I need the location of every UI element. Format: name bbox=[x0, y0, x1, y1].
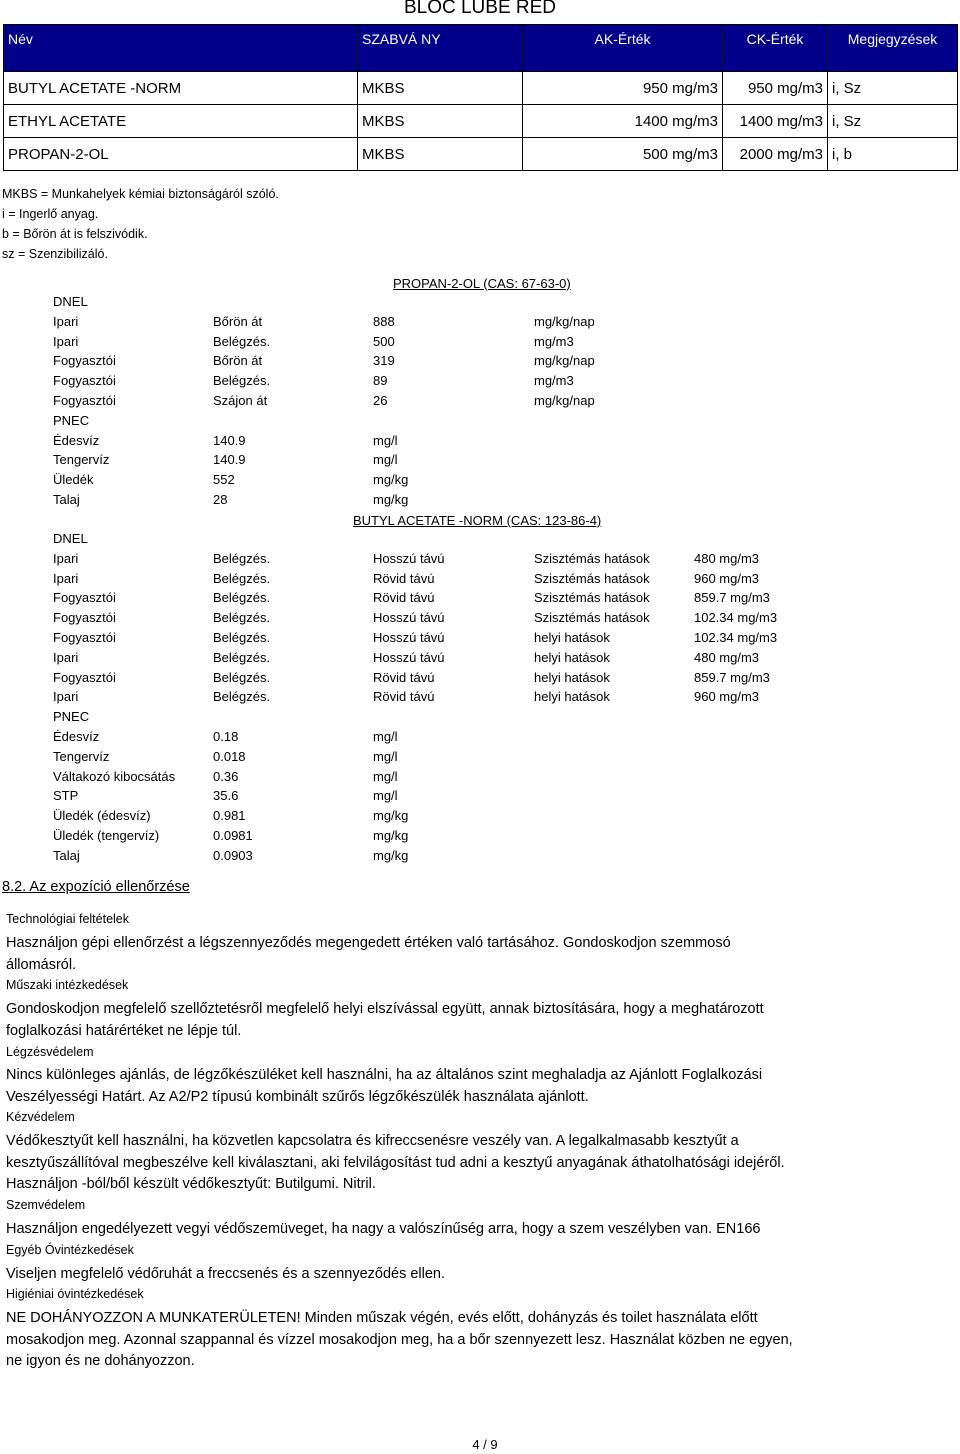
legend-line: MKBS = Munkahelyek kémiai biztonságáról szóló. bbox=[2, 187, 279, 201]
text-line: Viseljen megfelelő védőruhát a freccsenés és a szennyeződés ellen. bbox=[6, 1266, 446, 1282]
cell: mg/l bbox=[373, 728, 398, 744]
cell: Fogyasztói bbox=[53, 590, 116, 606]
cell: Fogyasztói bbox=[53, 610, 116, 626]
text-line: Nincs különleges ajánlás, de légzőkészüléket kell használni, ha az általános szint meghaladja az Ajánlott Foglalkozási bbox=[6, 1067, 763, 1083]
cell: 140.9 bbox=[213, 452, 246, 468]
cell: mg/l bbox=[373, 768, 398, 784]
cell: Bőrön át bbox=[213, 313, 263, 329]
section-text bbox=[6, 1065, 906, 1108]
cell: mg/kg bbox=[373, 491, 409, 507]
table-row bbox=[4, 105, 958, 138]
cell: mg/l bbox=[373, 432, 398, 448]
cell-note: i, Sz bbox=[828, 105, 958, 138]
cell: Fogyasztói bbox=[53, 373, 116, 389]
cell: mg/kg bbox=[373, 808, 409, 824]
section-heading: Egyéb Óvintézkedések bbox=[6, 1243, 134, 1257]
cell-standard: MKBS bbox=[358, 138, 523, 171]
cell: Hosszú távú bbox=[373, 649, 445, 665]
cell: Ipari bbox=[53, 570, 79, 586]
cell: Édesvíz bbox=[53, 432, 100, 448]
cell: Rövid távú bbox=[373, 570, 435, 586]
section-heading: Szemvédelem bbox=[6, 1198, 86, 1212]
cell: Szisztémás hatások bbox=[534, 550, 650, 566]
butyl-acetate-title: BUTYL ACETATE -NORM (CAS: 123-86-4) bbox=[353, 513, 602, 528]
cell: helyi hatások bbox=[534, 669, 610, 685]
section-text bbox=[6, 1219, 906, 1241]
cell: 960 mg/m3 bbox=[694, 689, 760, 705]
cell: helyi hatások bbox=[534, 689, 610, 705]
cell: Belégzés. bbox=[213, 629, 271, 645]
cell: Belégzés. bbox=[213, 610, 271, 626]
cell: Ipari bbox=[53, 333, 79, 349]
cell: 0.0903 bbox=[213, 847, 253, 863]
section-heading: Higiéniai óvintézkedések bbox=[6, 1287, 144, 1301]
text-line: NE DOHÁNYOZZON A MUNKATERÜLETEN! Minden műszak végén, evés előtt, dohányzás és toilet használata előtt bbox=[6, 1310, 758, 1326]
cell: Fogyasztói bbox=[53, 392, 116, 408]
cell: mg/l bbox=[373, 788, 398, 804]
cell: helyi hatások bbox=[534, 649, 610, 665]
cell-ak: 1400 mg/m3 bbox=[523, 105, 723, 138]
cell: Rövid távú bbox=[373, 590, 435, 606]
section-text bbox=[6, 999, 906, 1042]
cell: Üledék bbox=[53, 472, 94, 488]
text-line: Használjon gépi ellenőrzést a légszennyeződés megengedett értéken való tartásához. Gondoskodjon szemmosó bbox=[6, 935, 731, 951]
cell: Belégzés. bbox=[213, 669, 271, 685]
cell-ck: 950 mg/m3 bbox=[723, 72, 828, 105]
cell: 28 bbox=[213, 491, 228, 507]
section-text bbox=[6, 1308, 906, 1373]
cell: mg/m3 bbox=[534, 333, 574, 349]
cell-standard: MKBS bbox=[358, 105, 523, 138]
legend-line: b = Bőrön át is felszivódik. bbox=[2, 227, 148, 241]
cell: 859.7 mg/m3 bbox=[694, 590, 770, 606]
cell: Belégzés. bbox=[213, 550, 271, 566]
cell: Szisztémás hatások bbox=[534, 610, 650, 626]
chapter-heading: 8.2. Az expozíció ellenőrzése bbox=[2, 879, 190, 895]
cell: 319 bbox=[373, 353, 395, 369]
text-line: állomásról. bbox=[6, 956, 77, 973]
cell: Talaj bbox=[53, 491, 80, 507]
cell: Rövid távú bbox=[373, 689, 435, 705]
text-line: ne igyon és ne dohányozzon. bbox=[6, 1353, 195, 1369]
page-number: 4 / 9 bbox=[472, 1437, 498, 1452]
cell: 140.9 bbox=[213, 432, 246, 448]
cell: Ipari bbox=[53, 649, 79, 665]
cell: 0.36 bbox=[213, 768, 239, 784]
header-standard: SZABVÁ NY bbox=[358, 25, 523, 72]
cell: Tengervíz bbox=[53, 748, 110, 764]
pnec-label: PNEC bbox=[53, 412, 90, 428]
text-line: Gondoskodjon megfelelő szellőztetésről megfelelő helyi elszívással együtt, annak biztosítására, hogy a meghatározott bbox=[6, 1001, 764, 1017]
propanol-title: PROPAN-2-OL (CAS: 67-63-0) bbox=[393, 276, 571, 291]
cell: 0.0981 bbox=[213, 827, 253, 843]
cell: Fogyasztói bbox=[53, 629, 116, 645]
cell: Fogyasztói bbox=[53, 669, 116, 685]
text-line: mosakodjon meg. Azonnal szappannal és vízzel mosakodjon meg, ha a bőr szennyezett lesz. Használat közben ne egyen, bbox=[6, 1331, 793, 1348]
cell: Belégzés. bbox=[213, 570, 271, 586]
cell: Belégzés. bbox=[213, 689, 271, 705]
cell-note: i, Sz bbox=[828, 72, 958, 105]
cell: mg/m3 bbox=[534, 373, 574, 389]
cell: Édesvíz bbox=[53, 728, 100, 744]
legend-line: sz = Szenzibilizáló. bbox=[2, 247, 108, 261]
cell: Belégzés. bbox=[213, 590, 271, 606]
cell: mg/kg bbox=[373, 472, 409, 488]
cell: mg/l bbox=[373, 748, 398, 764]
text-line: Használjon -ból/ből készült védőkesztyűt: Butilgumi. Nitril. bbox=[6, 1176, 376, 1192]
cell: Belégzés. bbox=[213, 333, 271, 349]
cell-name: ETHYL ACETATE bbox=[4, 105, 358, 138]
cell: 960 mg/m3 bbox=[694, 570, 760, 586]
cell: 0.018 bbox=[213, 748, 246, 764]
cell: Üledék (tengervíz) bbox=[53, 827, 160, 843]
cell: 888 bbox=[373, 313, 395, 329]
cell: Bőrön át bbox=[213, 353, 263, 369]
cell-name: BUTYL ACETATE -NORM bbox=[4, 72, 358, 105]
cell: mg/l bbox=[373, 452, 398, 468]
cell-ck: 2000 mg/m3 bbox=[723, 138, 828, 171]
abbreviation-legend bbox=[2, 184, 279, 264]
section-heading: Légzésvédelem bbox=[6, 1045, 94, 1059]
section-heading: Kézvédelem bbox=[6, 1110, 75, 1124]
cell-standard: MKBS bbox=[358, 72, 523, 105]
text-line: Használjon engedélyezett vegyi védőszemüveget, ha nagy a valószínűség arra, hogy a szem veszélyben van. EN166 bbox=[6, 1221, 761, 1237]
section-heading: Technológiai feltételek bbox=[6, 912, 129, 926]
cell: Szisztémás hatások bbox=[534, 570, 650, 586]
cell: Belégzés. bbox=[213, 373, 271, 389]
header-name: Név bbox=[4, 25, 358, 72]
cell: Ipari bbox=[53, 550, 79, 566]
document-title: BLOC LUBE RED bbox=[403, 0, 557, 18]
cell-ak: 500 mg/m3 bbox=[523, 138, 723, 171]
section-text bbox=[6, 933, 906, 976]
cell: 859.7 mg/m3 bbox=[694, 669, 770, 685]
cell: Szájon át bbox=[213, 392, 268, 408]
dnel-label: DNEL bbox=[53, 531, 88, 546]
cell: 480 mg/m3 bbox=[694, 649, 760, 665]
cell: Váltakozó kibocsátás bbox=[53, 768, 176, 784]
cell: 35.6 bbox=[213, 788, 239, 804]
pnec-label: PNEC bbox=[53, 709, 90, 725]
dnel-label: DNEL bbox=[53, 294, 88, 309]
exposure-limits-table bbox=[3, 24, 958, 171]
text-line: Védőkesztyűt kell használni, ha közvetlen kapcsolatra és kifreccsenésre veszély van. A legalkalmasabb kesztyűt a bbox=[6, 1133, 739, 1149]
cell: 26 bbox=[373, 392, 388, 408]
table-row bbox=[4, 72, 958, 105]
cell: 500 bbox=[373, 333, 395, 349]
header-ck-value: CK-Érték bbox=[723, 25, 828, 72]
text-line: foglalkozási határértéket ne lépje túl. bbox=[6, 1022, 242, 1039]
cell: Tengervíz bbox=[53, 452, 110, 468]
cell: mg/kg bbox=[373, 847, 409, 863]
cell: mg/kg bbox=[373, 827, 409, 843]
cell: Szisztémás hatások bbox=[534, 590, 650, 606]
cell: Ipari bbox=[53, 689, 79, 705]
cell: 102.34 mg/m3 bbox=[694, 610, 778, 626]
cell: Belégzés. bbox=[213, 649, 271, 665]
cell: STP bbox=[53, 788, 79, 804]
cell-ak: 950 mg/m3 bbox=[523, 72, 723, 105]
cell-note: i, b bbox=[828, 138, 958, 171]
cell: mg/kg/nap bbox=[534, 353, 595, 369]
text-line: kesztyűszállítóval megbeszélve kell kiválasztani, aki felvilágosítást tud adni a kesztyű anyagának áthatolhatósági idejéről. bbox=[6, 1154, 785, 1171]
cell-name: PROPAN-2-OL bbox=[4, 138, 358, 171]
cell: Hosszú távú bbox=[373, 629, 445, 645]
cell: Rövid távú bbox=[373, 669, 435, 685]
cell: 102.34 mg/m3 bbox=[694, 629, 778, 645]
header-ak-value: AK-Érték bbox=[523, 25, 723, 72]
cell: 0.981 bbox=[213, 808, 246, 824]
table-row bbox=[4, 138, 958, 171]
cell: Fogyasztói bbox=[53, 353, 116, 369]
section-text bbox=[6, 1264, 906, 1286]
cell: Hosszú távú bbox=[373, 610, 445, 626]
header-notes: Megjegyzések bbox=[828, 25, 958, 72]
text-line: Veszélyességi Határt. Az A2/P2 típusú kombinált szűrős légzőkészülék használata ajánlott. bbox=[6, 1088, 589, 1105]
cell: Ipari bbox=[53, 313, 79, 329]
cell: Hosszú távú bbox=[373, 550, 445, 566]
legend-line: i = Ingerlő anyag. bbox=[2, 207, 99, 221]
cell: mg/kg/nap bbox=[534, 313, 595, 329]
cell: helyi hatások bbox=[534, 629, 610, 645]
section-heading: Műszaki intézkedések bbox=[6, 978, 129, 992]
cell: 480 mg/m3 bbox=[694, 550, 760, 566]
cell: 552 bbox=[213, 472, 235, 488]
cell: 0.18 bbox=[213, 728, 239, 744]
cell: 89 bbox=[373, 373, 388, 389]
cell: Talaj bbox=[53, 847, 80, 863]
cell: mg/kg/nap bbox=[534, 392, 595, 408]
table-header-row bbox=[4, 25, 958, 72]
section-text bbox=[6, 1131, 906, 1196]
cell-ck: 1400 mg/m3 bbox=[723, 105, 828, 138]
cell: Üledék (édesvíz) bbox=[53, 808, 151, 824]
